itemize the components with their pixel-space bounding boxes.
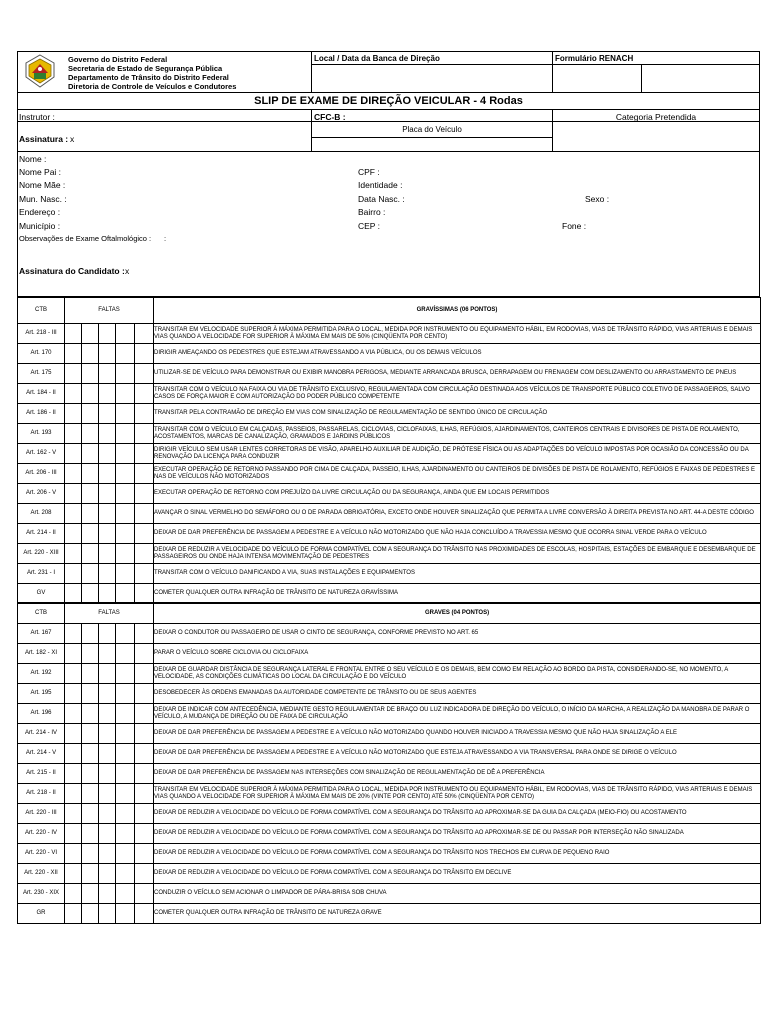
falta-checkbox[interactable]	[116, 344, 135, 364]
falta-checkbox[interactable]	[135, 644, 154, 664]
falta-checkbox[interactable]	[82, 764, 99, 784]
infraction-row	[18, 364, 761, 384]
falta-checkbox[interactable]	[65, 724, 82, 744]
falta-checkbox[interactable]	[116, 884, 135, 904]
falta-checkbox[interactable]	[135, 464, 154, 484]
municipio-label: Município :	[19, 221, 61, 231]
falta-checkbox[interactable]	[82, 644, 99, 664]
infraction-description: EXECUTAR OPERAÇÃO DE RETORNO PASSANDO POR CIMA DE CALÇADA, PASSEIO, ILHAS, AJARDINAMENTO OU CANTEIROS DE DIVISÕES DE PISTA DE ROLAMENTO, REFÚGIOS E FAIXAS DE PEDESTRES E NAS DE VEÍCULOS NÃO MOTORIZADOS	[154, 464, 761, 484]
falta-checkbox[interactable]	[99, 484, 116, 504]
infraction-row	[18, 524, 761, 544]
falta-checkbox[interactable]	[135, 704, 154, 724]
ctb-article: Art. 170	[18, 344, 65, 364]
infraction-description: DEIXAR DE DAR PREFERÊNCIA DE PASSAGEM A PEDESTRE E A VEÍCULO NÃO MOTORIZADO QUE NÃO HAJA CONCLUÍDO A TRAVESSIA MESMO QUE OCORRA SINAL VERDE PARA O VEÍCULO	[154, 524, 761, 544]
col-ctb-header: CTB	[18, 603, 65, 624]
falta-checkbox[interactable]	[65, 764, 82, 784]
nome-mae-label: Nome Mãe :	[19, 180, 66, 190]
falta-checkbox[interactable]	[65, 404, 82, 424]
detran-logo	[22, 53, 58, 89]
ctb-article: Art. 192	[18, 664, 65, 684]
falta-checkbox[interactable]	[116, 524, 135, 544]
falta-checkbox[interactable]	[116, 824, 135, 844]
falta-checkbox[interactable]	[99, 644, 116, 664]
ctb-article: Art. 220 - III	[18, 804, 65, 824]
obs-colon: :	[164, 234, 167, 243]
endereco-label: Endereço :	[19, 207, 61, 217]
falta-checkbox[interactable]	[99, 344, 116, 364]
falta-checkbox[interactable]	[82, 744, 99, 764]
placa-label: Placa do Veículo	[402, 125, 462, 134]
infraction-description: DEIXAR DE REDUZIR A VELOCIDADE DO VEÍCULO DE FORMA COMPATÍVEL COM A SEGURANÇA DO TRÂNSITO NOS TRECHOS EM CURVA DE PEQUENO RAIO	[154, 844, 761, 864]
org-line-3: Departamento de Trânsito do Distrito Federal	[68, 73, 229, 82]
falta-checkbox[interactable]	[82, 904, 99, 924]
infraction-description: TRANSITAR COM O VEÍCULO EM CALÇADAS, PASSEIOS, PASSARELAS, CICLOVIAS, CICLOFAIXAS, ILHAS, REFÚGIOS, AJARDINAMENTOS, CANTEIROS CENTRAIS E DIVISORES DE PISTA DE ROLAMENTO, ACOSTAMENTOS, MARCAS DE CANALIZAÇÃO, GRAMADOS E JARDINS PÚBLICOS	[154, 424, 761, 444]
infraction-row	[18, 624, 761, 644]
infraction-row	[18, 484, 761, 504]
infraction-row	[18, 844, 761, 864]
falta-checkbox[interactable]	[99, 684, 116, 704]
falta-checkbox[interactable]	[82, 424, 99, 444]
cfcb-label: CFC-B :	[314, 112, 346, 122]
falta-checkbox[interactable]	[99, 784, 116, 804]
falta-checkbox[interactable]	[99, 544, 116, 564]
infraction-row	[18, 764, 761, 784]
falta-checkbox[interactable]	[116, 404, 135, 424]
infraction-description: TRANSITAR COM O VEÍCULO DANIFICANDO A VIA, SUAS INSTALAÇÕES E EQUIPAMENTOS	[154, 564, 761, 584]
identidade-label: Identidade :	[358, 180, 403, 190]
falta-checkbox[interactable]	[135, 664, 154, 684]
falta-checkbox[interactable]	[116, 504, 135, 524]
page-title: SLIP DE EXAME DE DIREÇÃO VEICULAR - 4 Rodas	[254, 95, 523, 107]
falta-checkbox[interactable]	[116, 664, 135, 684]
nome-pai-label: Nome Pai :	[19, 167, 62, 177]
falta-checkbox[interactable]	[99, 804, 116, 824]
falta-checkbox[interactable]	[116, 864, 135, 884]
ctb-article: Art. 175	[18, 364, 65, 384]
ctb-article: Art. 162 - V	[18, 444, 65, 464]
sexo-label: Sexo :	[585, 194, 610, 204]
falta-checkbox[interactable]	[65, 444, 82, 464]
falta-checkbox[interactable]	[135, 384, 154, 404]
falta-checkbox[interactable]	[99, 724, 116, 744]
infraction-description: UTILIZAR-SE DE VEÍCULO PARA DEMONSTRAR OU EXIBIR MANOBRA PERIGOSA, MEDIANTE ARRANCADA BRUSCA, DERRAPAGEM OU FRENAGEM COM DESLIZAMENTO OU ARRASTAMENTO DE PNEUS	[154, 364, 761, 384]
falta-checkbox[interactable]	[135, 564, 154, 584]
falta-checkbox[interactable]	[116, 784, 135, 804]
falta-checkbox[interactable]	[116, 484, 135, 504]
falta-checkbox[interactable]	[116, 644, 135, 664]
falta-checkbox[interactable]	[65, 564, 82, 584]
renach-label: Formulário RENACH	[555, 54, 634, 63]
assinatura-x: x	[70, 134, 75, 144]
falta-checkbox[interactable]	[82, 824, 99, 844]
falta-checkbox[interactable]	[135, 764, 154, 784]
graves-table	[17, 602, 761, 924]
falta-checkbox[interactable]	[65, 844, 82, 864]
infraction-description: DEIXAR DE REDUZIR A VELOCIDADE DO VEÍCULO DE FORMA COMPATÍVEL COM A SEGURANÇA DO TRÂNSITO NAS PROXIMIDADES DE ESCOLAS, HOSPITAIS, ESTAÇÕES DE EMBARQUE E DESEMBARQUE DE PASSAGEIROS OU ONDE HAJA INTENSA MOVIMENTAÇÃO DE PEDESTRES	[154, 544, 761, 564]
falta-checkbox[interactable]	[135, 684, 154, 704]
infraction-description: TRANSITAR EM VELOCIDADE SUPERIOR À MÁXIMA PERMITIDA PARA O LOCAL, MEDIDA POR INSTRUMENTO OU EQUIPAMENTO HÁBIL, EM RODOVIAS, VIAS DE TRÂNSITO RÁPIDO, VIAS ARTERIAIS E DEMAIS VIAS QUANDO A VELOCIDADE FOR SUPERIOR À MÁXIMA EM MAIS DE 20% (VINTE POR CENTO) ATÉ 50% (CINQÜENTA POR CENTO)	[154, 784, 761, 804]
org-line-1: Governo do Distrito Federal	[68, 55, 168, 64]
infraction-description: DIRIGIR AMEAÇANDO OS PEDESTRES QUE ESTEJAM ATRAVESSANDO A VIA PÚBLICA, OU OS DEMAIS VEÍCULOS	[154, 344, 761, 364]
falta-checkbox[interactable]	[65, 644, 82, 664]
falta-checkbox[interactable]	[65, 504, 82, 524]
infraction-row	[18, 564, 761, 584]
falta-checkbox[interactable]	[116, 764, 135, 784]
falta-checkbox[interactable]	[65, 424, 82, 444]
falta-checkbox[interactable]	[82, 344, 99, 364]
col-faltas-header: FALTAS	[65, 298, 154, 324]
infraction-row	[18, 804, 761, 824]
col-ctb-header: CTB	[18, 298, 65, 324]
falta-checkbox[interactable]	[116, 324, 135, 344]
cfcb-row	[311, 109, 553, 122]
falta-checkbox[interactable]	[99, 364, 116, 384]
placa-line	[311, 137, 553, 138]
falta-checkbox[interactable]	[135, 884, 154, 904]
falta-checkbox[interactable]	[135, 324, 154, 344]
assinatura-candidato-x: x	[125, 266, 130, 276]
falta-checkbox[interactable]	[135, 524, 154, 544]
ctb-article: Art. 214 - II	[18, 524, 65, 544]
falta-checkbox[interactable]	[116, 464, 135, 484]
ctb-article: Art. 167	[18, 624, 65, 644]
falta-checkbox[interactable]	[65, 824, 82, 844]
falta-checkbox[interactable]	[82, 324, 99, 344]
falta-checkbox[interactable]	[135, 444, 154, 464]
mun-nasc-label: Mun. Nasc. :	[19, 194, 67, 204]
infraction-row	[18, 544, 761, 564]
falta-checkbox[interactable]	[82, 504, 99, 524]
ctb-article: Art. 220 - VI	[18, 844, 65, 864]
infraction-description: COMETER QUALQUER OUTRA INFRAÇÃO DE TRÂNSITO DE NATUREZA GRAVE	[154, 904, 761, 924]
ctb-article: Art. 220 - XII	[18, 864, 65, 884]
falta-checkbox[interactable]	[65, 884, 82, 904]
falta-checkbox[interactable]	[65, 684, 82, 704]
ctb-article: Art. 195	[18, 684, 65, 704]
infraction-row	[18, 684, 761, 704]
falta-checkbox[interactable]	[135, 744, 154, 764]
infraction-row	[18, 404, 761, 424]
falta-checkbox[interactable]	[65, 864, 82, 884]
falta-checkbox[interactable]	[82, 464, 99, 484]
falta-checkbox[interactable]	[65, 484, 82, 504]
falta-checkbox[interactable]	[65, 784, 82, 804]
assinatura-candidato-label: Assinatura do Candidato :	[19, 266, 125, 276]
falta-checkbox[interactable]	[116, 724, 135, 744]
falta-checkbox[interactable]	[82, 884, 99, 904]
falta-checkbox[interactable]	[99, 584, 116, 604]
falta-checkbox[interactable]	[135, 624, 154, 644]
ctb-article: Art. 214 - IV	[18, 724, 65, 744]
falta-checkbox[interactable]	[82, 364, 99, 384]
falta-checkbox[interactable]	[135, 864, 154, 884]
section-title-gravissimas: GRAVÍSSIMAS (06 PONTOS)	[154, 298, 761, 324]
infraction-description: DEIXAR DE DAR PREFERÊNCIA DE PASSAGEM NAS INTERSEÇÕES COM SINALIZAÇÃO DE REGULAMENTAÇÃO DE DÊ A PREFERÊNCIA	[154, 764, 761, 784]
falta-checkbox[interactable]	[116, 844, 135, 864]
infraction-row	[18, 344, 761, 364]
falta-checkbox[interactable]	[82, 724, 99, 744]
renach-divider	[641, 64, 642, 93]
section-title-graves: GRAVES (04 PONTOS)	[154, 603, 761, 624]
falta-checkbox[interactable]	[65, 804, 82, 824]
falta-checkbox[interactable]	[82, 584, 99, 604]
falta-checkbox[interactable]	[82, 784, 99, 804]
falta-checkbox[interactable]	[65, 464, 82, 484]
ctb-article: Art. 182 - XI	[18, 644, 65, 664]
falta-checkbox[interactable]	[65, 904, 82, 924]
falta-checkbox[interactable]	[65, 344, 82, 364]
infraction-description: DEIXAR DE DAR PREFERÊNCIA DE PASSAGEM A PEDESTRE E A VEÍCULO NÃO MOTORIZADO QUE ESTEJA ATRAVESSANDO A VIA TRANSVERSAL PARA ONDE SE DIRIGE O VEÍCULO	[154, 744, 761, 764]
ctb-article: Art. 231 - I	[18, 564, 65, 584]
infraction-row	[18, 724, 761, 744]
falta-checkbox[interactable]	[116, 684, 135, 704]
infraction-row	[18, 504, 761, 524]
org-line-2: Secretaria de Estado de Segurança Pública	[68, 64, 223, 73]
falta-checkbox[interactable]	[135, 784, 154, 804]
infraction-description: AVANÇAR O SINAL VERMELHO DO SEMÁFORO OU O DE PARADA OBRIGATÓRIA, EXCETO ONDE HOUVER SINALIZAÇÃO QUE PERMITA A LIVRE CONVERSÃO À DIREITA PREVISTA NO ART. 44-A DESTE CÓDIGO	[154, 504, 761, 524]
infraction-description: DEIXAR DE REDUZIR A VELOCIDADE DO VEÍCULO DE FORMA COMPATÍVEL COM A SEGURANÇA DO TRÂNSITO EM DECLIVE	[154, 864, 761, 884]
falta-checkbox[interactable]	[65, 624, 82, 644]
falta-checkbox[interactable]	[135, 844, 154, 864]
infraction-row	[18, 884, 761, 904]
obs-label: Observações de Exame Oftalmológico :	[19, 234, 152, 243]
falta-checkbox[interactable]	[99, 664, 116, 684]
ctb-article: Art. 218 - III	[18, 324, 65, 344]
infraction-row	[18, 744, 761, 764]
ctb-article: Art. 184 - II	[18, 384, 65, 404]
infraction-row	[18, 704, 761, 724]
falta-checkbox[interactable]	[116, 384, 135, 404]
ctb-article: Art. 220 - XIII	[18, 544, 65, 564]
infraction-description: DEIXAR DE INDICAR COM ANTECEDÊNCIA, MEDIANTE GESTO REGULAMENTAR DE BRAÇO OU LUZ INDICADORA DE DIREÇÃO DO VEÍCULO, O INÍCIO DA MARCHA, A REALIZAÇÃO DA MANOBRA DE PARAR O VEÍCULO, A MUDANÇA DE DIREÇÃO OU DE FAIXA DE CIRCULAÇÃO	[154, 704, 761, 724]
falta-checkbox[interactable]	[82, 684, 99, 704]
infraction-row	[18, 464, 761, 484]
infraction-description: COMETER QUALQUER OUTRA INFRAÇÃO DE TRÂNSITO DE NATUREZA GRAVÍSSIMA	[154, 584, 761, 604]
infraction-row	[18, 424, 761, 444]
falta-checkbox[interactable]	[82, 384, 99, 404]
local-data-label: Local / Data da Banca de Direção	[314, 54, 440, 63]
infraction-description: DEIXAR DE GUARDAR DISTÂNCIA DE SEGURANÇA LATERAL E FRONTAL ENTRE O SEU VEÍCULO E OS DEMAIS, BEM COMO EM RELAÇÃO AO BORDO DA PISTA, CONSIDERANDO-SE, NO MOMENTO, A VELOCIDADE, AS CONDIÇÕES CLIMÁTICAS DO LOCAL DA CIRCULAÇÃO E DO VEÍCULO	[154, 664, 761, 684]
falta-checkbox[interactable]	[99, 524, 116, 544]
falta-checkbox[interactable]	[82, 804, 99, 824]
falta-checkbox[interactable]	[135, 904, 154, 924]
falta-checkbox[interactable]	[99, 504, 116, 524]
falta-checkbox[interactable]	[82, 564, 99, 584]
falta-checkbox[interactable]	[99, 384, 116, 404]
falta-checkbox[interactable]	[82, 544, 99, 564]
categoria-label: Categoria Pretendida	[615, 112, 697, 122]
falta-checkbox[interactable]	[116, 804, 135, 824]
falta-checkbox[interactable]	[99, 464, 116, 484]
falta-checkbox[interactable]	[82, 704, 99, 724]
falta-checkbox[interactable]	[135, 804, 154, 824]
infraction-row	[18, 784, 761, 804]
falta-checkbox[interactable]	[116, 444, 135, 464]
falta-checkbox[interactable]	[82, 484, 99, 504]
infraction-description: DESOBEDECER ÀS ORDENS EMANADAS DA AUTORIDADE COMPETENTE DE TRÂNSITO OU DE SEUS AGENTES	[154, 684, 761, 704]
ctb-article: Art. 230 - XIX	[18, 884, 65, 904]
falta-checkbox[interactable]	[135, 364, 154, 384]
falta-checkbox[interactable]	[82, 404, 99, 424]
falta-checkbox[interactable]	[82, 664, 99, 684]
falta-checkbox[interactable]	[99, 864, 116, 884]
falta-checkbox[interactable]	[99, 824, 116, 844]
infraction-description: TRANSITAR COM O VEÍCULO NA FAIXA OU VIA DE TRÂNSITO EXCLUSIVO, REGULAMENTADA COM CIRCULAÇÃO DESTINADA AOS VEÍCULOS DE TRANSPORTE PÚBLICO COLETIVO DE PASSAGEIROS, SALVO CASOS DE FORÇA MAIOR E COM AUTORIZAÇÃO DO PODER PÚBLICO COMPETENTE	[154, 384, 761, 404]
ctb-article: Art. 186 - II	[18, 404, 65, 424]
ctb-article: GR	[18, 904, 65, 924]
bairro-label: Bairro :	[358, 207, 386, 217]
infraction-description: EXECUTAR OPERAÇÃO DE RETORNO COM PREJUÍZO DA LIVRE CIRCULAÇÃO OU DA SEGURANÇA, AINDA QUE EM LOCAIS PERMITIDOS	[154, 484, 761, 504]
falta-checkbox[interactable]	[82, 864, 99, 884]
ctb-article: Art. 208	[18, 504, 65, 524]
infraction-description: CONDUZIR O VEÍCULO SEM ACIONAR O LIMPADOR DE PÁRA-BRISA SOB CHUVA	[154, 884, 761, 904]
falta-checkbox[interactable]	[116, 624, 135, 644]
instrutor-row	[17, 109, 312, 122]
falta-checkbox[interactable]	[135, 584, 154, 604]
infraction-description: DEIXAR DE REDUZIR A VELOCIDADE DO VEÍCULO DE FORMA COMPATÍVEL COM A SEGURANÇA DO TRÂNSITO AO APROXIMAR-SE DA GUIA DA CALÇADA (MEIO-FIO) OU ACOSTAMENTO	[154, 804, 761, 824]
cpf-label: CPF :	[358, 167, 380, 177]
falta-checkbox[interactable]	[116, 904, 135, 924]
gravissimas-table	[17, 297, 761, 604]
falta-checkbox[interactable]	[116, 704, 135, 724]
falta-checkbox[interactable]	[65, 544, 82, 564]
infraction-row	[18, 324, 761, 344]
falta-checkbox[interactable]	[99, 844, 116, 864]
falta-checkbox[interactable]	[116, 544, 135, 564]
ctb-article: GV	[18, 584, 65, 604]
infraction-row	[18, 824, 761, 844]
falta-checkbox[interactable]	[82, 624, 99, 644]
infraction-description: DEIXAR DE DAR PREFERÊNCIA DE PASSAGEM A PEDESTRE E A VEÍCULO NÃO MOTORIZADO QUANDO HOUVER INICIADO A TRAVESSIA MESMO QUE NÃO HAJA SINALIZAÇÃO A ELE	[154, 724, 761, 744]
ctb-article: Art. 206 - III	[18, 464, 65, 484]
infraction-description: DEIXAR O CONDUTOR OU PASSAGEIRO DE USAR O CINTO DE SEGURANÇA, CONFORME PREVISTO NO ART. 65	[154, 624, 761, 644]
ctb-article: Art. 218 - II	[18, 784, 65, 804]
falta-checkbox[interactable]	[135, 724, 154, 744]
infraction-row	[18, 444, 761, 464]
falta-checkbox[interactable]	[65, 704, 82, 724]
falta-checkbox[interactable]	[99, 324, 116, 344]
falta-checkbox[interactable]	[65, 664, 82, 684]
infraction-row	[18, 584, 761, 604]
falta-checkbox[interactable]	[99, 564, 116, 584]
ctb-article: Art. 215 - II	[18, 764, 65, 784]
falta-checkbox[interactable]	[99, 744, 116, 764]
falta-checkbox[interactable]	[135, 504, 154, 524]
falta-checkbox[interactable]	[82, 524, 99, 544]
falta-checkbox[interactable]	[116, 584, 135, 604]
infraction-description: DIRIGIR VEÍCULO SEM USAR LENTES CORRETORAS DE VISÃO, APARELHO AUXILIAR DE AUDIÇÃO, DE PRÓTESE FÍSICA OU AS ADAPTAÇÕES DO VEÍCULO IMPOSTAS POR OCASIÃO DA CONCESSÃO OU DA RENOVAÇÃO DA LICENÇA PARA CONDUZIR	[154, 444, 761, 464]
falta-checkbox[interactable]	[135, 824, 154, 844]
falta-checkbox[interactable]	[135, 544, 154, 564]
infraction-description: PARAR O VEÍCULO SOBRE CICLOVIA OU CICLOFAIXA	[154, 644, 761, 664]
ctb-article: Art. 196	[18, 704, 65, 724]
ctb-article: Art. 220 - IV	[18, 824, 65, 844]
falta-checkbox[interactable]	[65, 364, 82, 384]
nome-label: Nome :	[19, 154, 47, 164]
infraction-description: TRANSITAR PELA CONTRAMÃO DE DIREÇÃO EM VIAS COM SINALIZAÇÃO DE REGULAMENTAÇÃO DE SENTIDO ÚNICO DE CIRCULAÇÃO	[154, 404, 761, 424]
infraction-row	[18, 864, 761, 884]
falta-checkbox[interactable]	[99, 764, 116, 784]
ctb-article: Art. 193	[18, 424, 65, 444]
falta-checkbox[interactable]	[116, 364, 135, 384]
falta-checkbox[interactable]	[82, 844, 99, 864]
infraction-description: DEIXAR DE REDUZIR A VELOCIDADE DO VEÍCULO DE FORMA COMPATÍVEL COM A SEGURANÇA DO TRÂNSITO AO APROXIMAR-SE DE OU PASSAR POR INTERSEÇÃO NÃO SINALIZADA	[154, 824, 761, 844]
falta-checkbox[interactable]	[99, 704, 116, 724]
falta-checkbox[interactable]	[99, 624, 116, 644]
assinatura-label: Assinatura :	[19, 134, 69, 144]
falta-checkbox[interactable]	[135, 344, 154, 364]
ctb-article: Art. 214 - V	[18, 744, 65, 764]
org-line-4: Diretoria de Controle de Veículos e Condutores	[68, 82, 237, 91]
infraction-row	[18, 664, 761, 684]
ctb-article: Art. 206 - V	[18, 484, 65, 504]
falta-checkbox[interactable]	[99, 404, 116, 424]
falta-checkbox[interactable]	[99, 444, 116, 464]
infraction-row	[18, 644, 761, 664]
falta-checkbox[interactable]	[116, 424, 135, 444]
falta-checkbox[interactable]	[135, 404, 154, 424]
falta-checkbox[interactable]	[116, 564, 135, 584]
fone-label: Fone :	[562, 221, 587, 231]
falta-checkbox[interactable]	[99, 424, 116, 444]
cep-label: CEP :	[358, 221, 381, 231]
falta-checkbox[interactable]	[99, 904, 116, 924]
detran-emblem-icon	[22, 53, 58, 89]
falta-checkbox[interactable]	[135, 484, 154, 504]
infraction-row	[18, 904, 761, 924]
falta-checkbox[interactable]	[82, 444, 99, 464]
instrutor-label: Instrutor :	[19, 112, 55, 122]
falta-checkbox[interactable]	[65, 324, 82, 344]
infraction-description: TRANSITAR EM VELOCIDADE SUPERIOR À MÁXIMA PERMITIDA PARA O LOCAL, MEDIDA POR INSTRUMENTO OU EQUIPAMENTO HÁBIL, EM RODOVIAS, VIAS DE TRÂNSITO RÁPIDO, VIAS ARTERIAIS E DEMAIS VIAS QUANDO A VELOCIDADE FOR SUPERIOR À MÁXIMA EM MAIS DE 50% (CINQÜENTA POR CENTO)	[154, 324, 761, 344]
col-faltas-header: FALTAS	[65, 603, 154, 624]
falta-checkbox[interactable]	[135, 424, 154, 444]
falta-checkbox[interactable]	[65, 744, 82, 764]
falta-checkbox[interactable]	[116, 744, 135, 764]
falta-checkbox[interactable]	[65, 524, 82, 544]
falta-checkbox[interactable]	[65, 584, 82, 604]
falta-checkbox[interactable]	[65, 384, 82, 404]
falta-checkbox[interactable]	[99, 884, 116, 904]
infraction-row	[18, 384, 761, 404]
data-nasc-label: Data Nasc. :	[358, 194, 405, 204]
